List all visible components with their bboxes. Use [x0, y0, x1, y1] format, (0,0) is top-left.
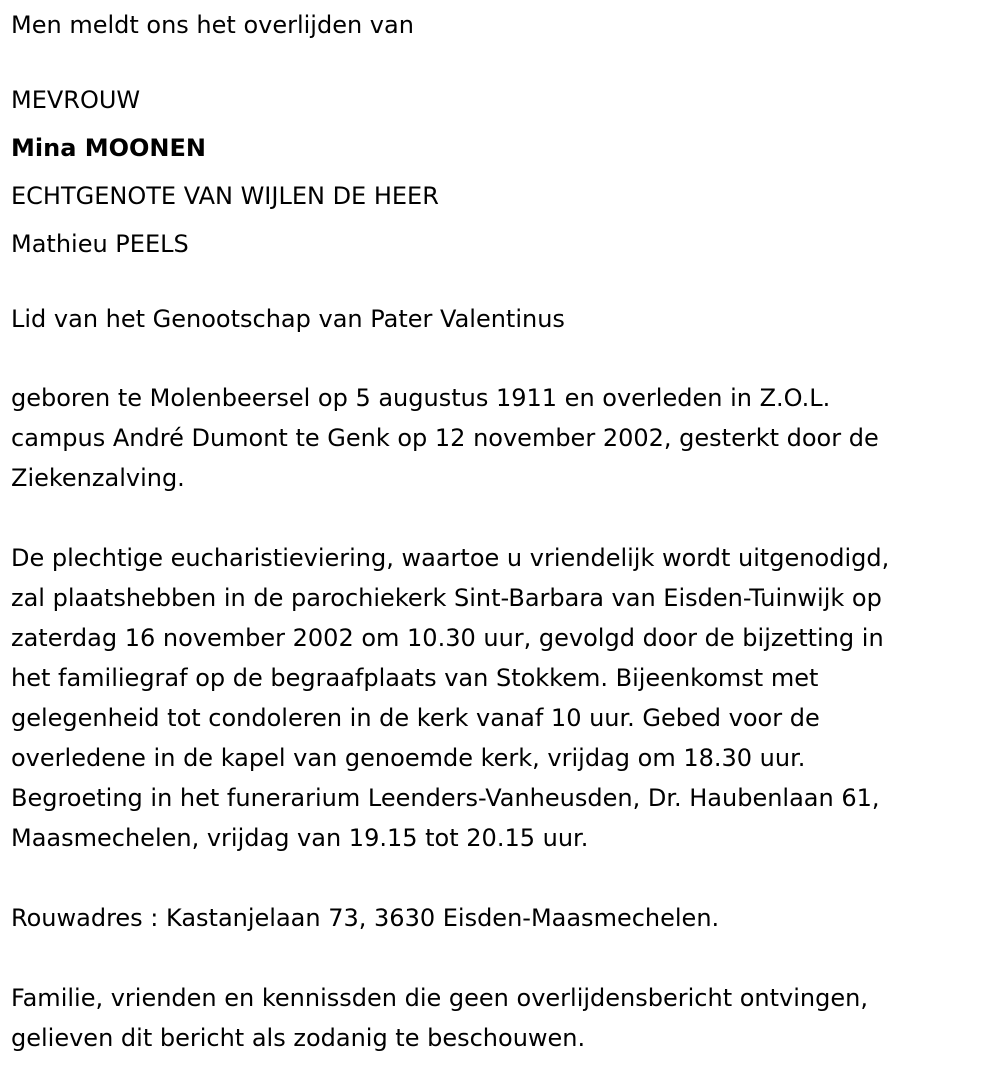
- ceremony-paragraph: [11, 538, 991, 858]
- obituary-notice: [11, 5, 991, 1058]
- paragraph-line: Familie, vrienden en kennissden die geen overlijdensbericht ontvingen,: [11, 984, 868, 1012]
- paragraph-line: zal plaatshebben in de parochiekerk Sint-Barbara van Eisden-Tuinwijk op: [11, 584, 882, 612]
- paragraph-line: zaterdag 16 november 2002 om 10.30 uur, gevolgd door de bijzetting in: [11, 624, 884, 652]
- spacer: [11, 858, 991, 898]
- deceased-title: MEVROUW: [11, 86, 141, 114]
- spacer: [11, 938, 991, 978]
- paragraph-line: gelieven dit bericht als zodanig te beschouwen.: [11, 1024, 586, 1052]
- closing-paragraph: [11, 978, 991, 1058]
- membership-text: Lid van het Genootschap van Pater Valentinus: [11, 305, 565, 333]
- paragraph-line: gelegenheid tot condoleren in de kerk vanaf 10 uur. Gebed voor de: [11, 704, 820, 732]
- spacer: [11, 45, 991, 76]
- intro-text: Men meldt ons het overlijden van: [11, 11, 414, 39]
- mourning-address: Rouwadres : Kastanjelaan 73, 3630 Eisden-Maasmechelen.: [11, 904, 720, 932]
- spouse-label: ECHTGENOTE VAN WIJLEN DE HEER: [11, 182, 439, 210]
- paragraph-line: overledene in de kapel van genoemde kerk, vrijdag om 18.30 uur.: [11, 744, 806, 772]
- paragraph-line: geboren te Molenbeersel op 5 augustus 1911 en overleden in Z.O.L.: [11, 384, 831, 412]
- paragraph-line: het familiegraf op de begraafplaats van Stokkem. Bijeenkomst met: [11, 664, 819, 692]
- birth-death-paragraph: [11, 378, 991, 498]
- deceased-block: [11, 76, 991, 268]
- spouse-name: Mathieu PEELS: [11, 230, 189, 258]
- paragraph-line: Maasmechelen, vrijdag van 19.15 tot 20.15 uur.: [11, 824, 589, 852]
- paragraph-line: campus André Dumont te Genk op 12 november 2002, gesterkt door de: [11, 424, 879, 452]
- paragraph-line: De plechtige eucharistieviering, waartoe u vriendelijk wordt uitgenodigd,: [11, 544, 890, 572]
- spacer: [11, 268, 991, 299]
- deceased-name: Mina MOONEN: [11, 134, 206, 162]
- paragraph-line: Begroeting in het funerarium Leenders-Vanheusden, Dr. Haubenlaan 61,: [11, 784, 880, 812]
- paragraph-line: Ziekenzalving.: [11, 464, 185, 492]
- spacer: [11, 339, 991, 378]
- spacer: [11, 498, 991, 538]
